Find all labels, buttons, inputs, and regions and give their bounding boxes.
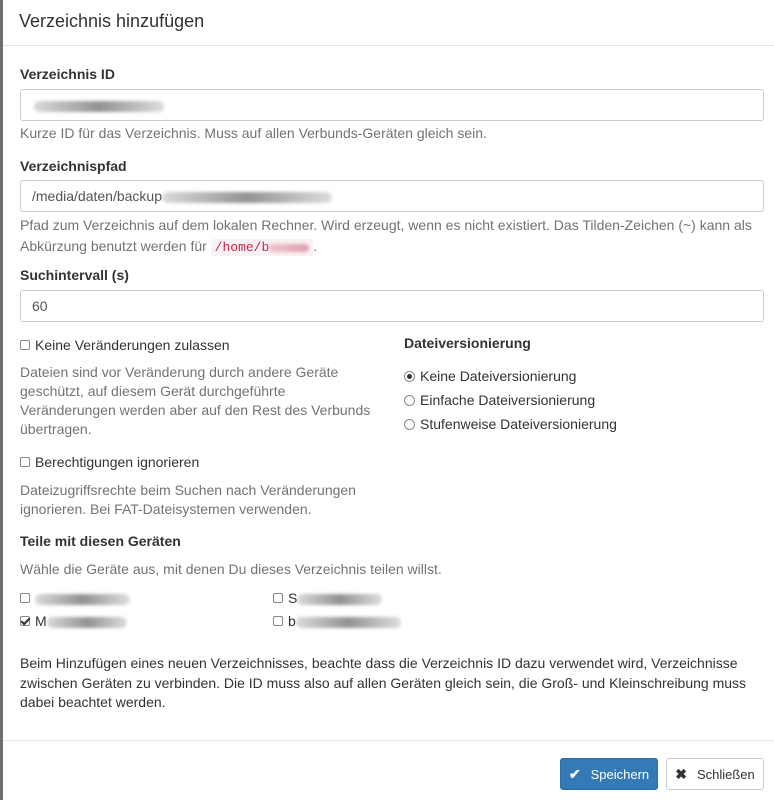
redacted-device-name bbox=[297, 594, 382, 605]
modal-title: Verzeichnis hinzufügen bbox=[19, 11, 205, 31]
device-checkbox-1[interactable] bbox=[20, 590, 130, 606]
device-checkbox-3[interactable]: M bbox=[20, 613, 127, 629]
home-dir-code: /home/b bbox=[211, 239, 314, 256]
ignore-permissions-checkbox-box[interactable] bbox=[20, 457, 30, 467]
folder-path-value: /media/daten/backup bbox=[32, 188, 162, 204]
device-checkbox-4[interactable]: b bbox=[273, 613, 401, 629]
redacted-device-name bbox=[35, 594, 130, 605]
folder-path-label: Verzeichnispfad bbox=[20, 158, 127, 174]
folder-id-label: Verzeichnis ID bbox=[20, 66, 115, 82]
folder-id-note: Beim Hinzufügen eines neuen Verzeichnisses, beachte dass die Verzeichnis ID dazu verwendet wird, Verzeichnisse zwischen Geräten zu verbinden. Die ID muss also auf allen Geräten gleich sein, die Groß- und Kleinschreibung muss dabei beachtet werden. bbox=[20, 655, 747, 710]
redacted-device-name bbox=[296, 617, 401, 628]
check-icon: ✔ bbox=[568, 765, 581, 782]
versioning-option-simple[interactable]: Einfache Dateiversionierung bbox=[404, 392, 595, 408]
rescan-interval-value: 60 bbox=[32, 298, 48, 314]
ignore-permissions-label: Berechtigungen ignorieren bbox=[35, 454, 200, 470]
share-devices-help: Wähle die Geräte aus, mit denen Du dieses Verzeichnis teilen willst. bbox=[20, 561, 442, 577]
modal-header bbox=[3, 0, 774, 46]
folder-path-help: Pfad zum Verzeichnis auf dem lokalen Rechner. Wird erzeugt, wenn es nicht existiert. Das Tilden-Zeichen (~) kann als Abkürzung benutzt werden für /home/b . bbox=[20, 216, 764, 257]
redacted-folder-id bbox=[34, 101, 164, 112]
folder-id-help: Kurze ID für das Verzeichnis. Muss auf allen Verbunds-Geräten gleich sein. bbox=[20, 125, 487, 141]
modal-footer bbox=[3, 740, 774, 800]
redacted-device-name bbox=[47, 617, 127, 628]
times-icon: ✖ bbox=[675, 765, 687, 782]
versioning-option-staggered[interactable]: Stufenweise Dateiversionierung bbox=[404, 416, 617, 432]
folder-path-help-line2: Abkürzung benutzt werden für bbox=[20, 238, 207, 254]
rescan-interval-input[interactable] bbox=[20, 290, 764, 322]
save-button[interactable]: ✔ Speichern bbox=[560, 758, 658, 790]
folder-id-input[interactable] bbox=[20, 89, 764, 121]
redacted-folder-path bbox=[162, 192, 332, 203]
share-devices-label: Teile mit diesen Geräten bbox=[20, 533, 181, 549]
read-only-help: Dateien sind vor Veränderung durch andere Geräte geschützt, auf diesem Gerät durchgeführte Veränderungen werden aber auf den Rest des Verbunds übertragen. bbox=[20, 364, 371, 437]
close-button[interactable]: ✖ Schließen bbox=[666, 758, 764, 790]
versioning-label: Dateiversionierung bbox=[404, 335, 531, 351]
read-only-checkbox[interactable] bbox=[20, 337, 230, 353]
read-only-checkbox-box[interactable] bbox=[20, 340, 30, 350]
radio-staggered[interactable] bbox=[404, 419, 415, 430]
folder-path-help-line1: Pfad zum Verzeichnis auf dem lokalen Rechner. Wird erzeugt, wenn es nicht existiert. Das Tilden-Zeichen (~) kann als bbox=[20, 217, 752, 233]
radio-simple[interactable] bbox=[404, 395, 415, 406]
read-only-label: Keine Veränderungen zulassen bbox=[35, 337, 230, 353]
versioning-option-none[interactable]: Keine Dateiversionierung bbox=[404, 368, 576, 384]
radio-none[interactable] bbox=[404, 371, 415, 382]
device-checkbox-2[interactable]: S bbox=[273, 590, 382, 606]
ignore-permissions-help: Dateizugriffsrechte beim Suchen nach Veränderungen ignorieren. Bei FAT-Dateisystemen verwenden. bbox=[20, 482, 356, 517]
ignore-permissions-checkbox[interactable] bbox=[20, 454, 199, 470]
folder-path-input[interactable] bbox=[20, 180, 764, 212]
add-folder-modal bbox=[3, 0, 774, 800]
rescan-interval-label: Suchintervall (s) bbox=[20, 267, 129, 283]
